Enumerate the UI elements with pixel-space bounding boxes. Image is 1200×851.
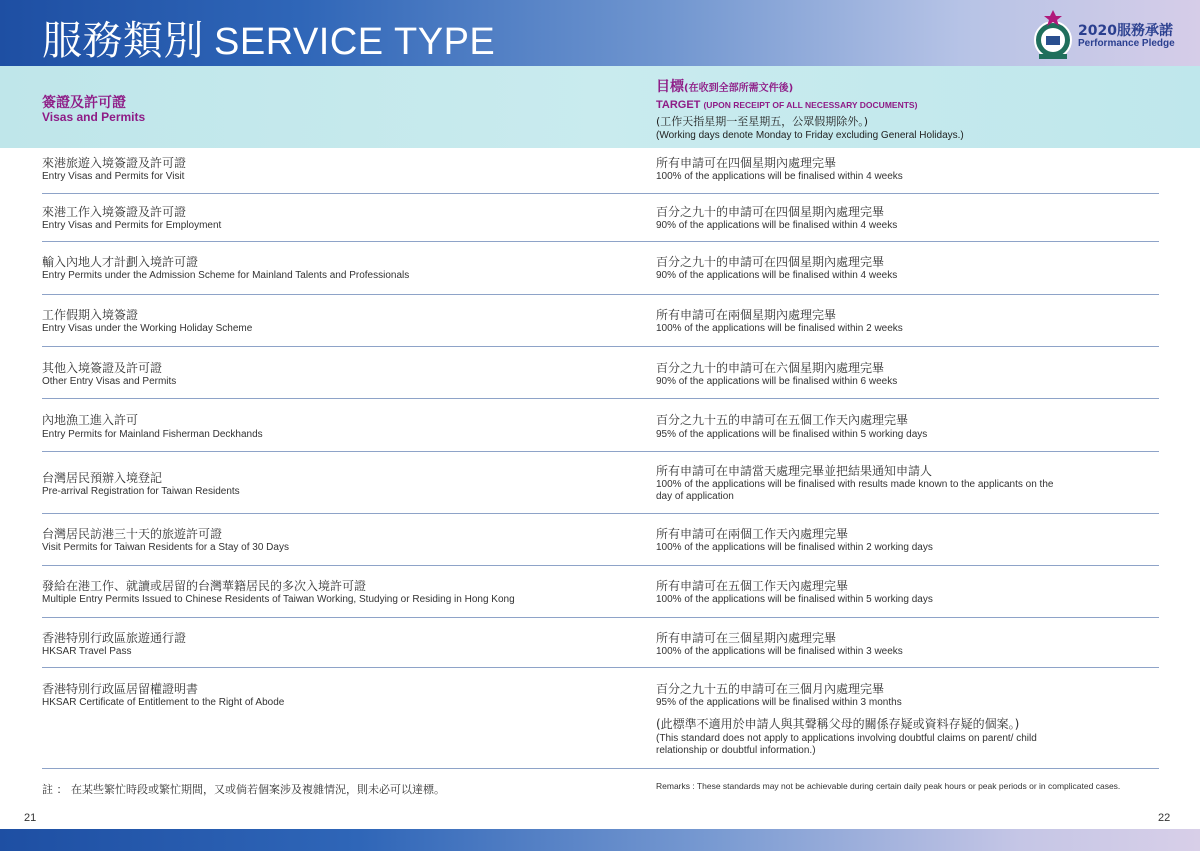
service-name-en: HKSAR Travel Pass	[42, 646, 132, 657]
target-en: 100% of the applications will be finalised within 5 working days	[656, 594, 933, 605]
service-name-zh: 香港特別行政區旅遊通行證	[42, 631, 187, 645]
row-divider	[42, 241, 1159, 242]
target-en: 100% of the applications will be finalised within 2 working days	[656, 542, 933, 553]
target-zh: 百分之九十的申請可在四個星期內處理完畢	[656, 255, 885, 269]
service-name-en: Other Entry Visas and Permits	[42, 376, 177, 387]
title-banner	[0, 0, 1200, 66]
target-zh: 所有申請可在四個星期內處理完畢	[656, 156, 837, 170]
service-name-zh: 台灣居民預辦入境登記	[42, 471, 163, 485]
target-heading-zh-note: (在收到全部所需文件後)	[684, 83, 794, 94]
service-name-en: HKSAR Certificate of Entitlement to the Right of Abode	[42, 697, 285, 708]
service-name-zh: 來港工作入境簽證及許可證	[42, 205, 187, 219]
remarks-zh: 註 ： 在某些繁忙時段或繁忙期間，又或倘若個案涉及複雜情況，則未必可以達標。	[42, 783, 445, 796]
row-divider	[42, 667, 1159, 668]
target-zh: 百分之九十的申請可在四個星期內處理完畢	[656, 205, 885, 219]
category-heading-zh: 簽證及許可證	[42, 95, 126, 111]
target-en: 95% of the applications will be finalised within 3 months	[656, 697, 902, 708]
page-title-en: SERVICE TYPE	[214, 21, 496, 63]
target-zh: 所有申請可在三個星期內處理完畢	[656, 631, 837, 645]
target-en: 90% of the applications will be finalised within 4 weeks	[656, 220, 898, 231]
exception-note-en: (This standard does not apply to applications involving doubtful claims on parent/ child relationship or doubtful information.)	[656, 733, 1037, 756]
target-en: 95% of the applications will be finalised within 5 working days	[656, 429, 928, 440]
row-divider	[42, 617, 1159, 618]
target-zh: 百分之九十的申請可在六個星期內處理完畢	[656, 361, 885, 375]
target-en: 100% of the applications will be finalised within 4 weeks	[656, 171, 903, 182]
target-zh: 所有申請可在五個工作天內處理完畢	[656, 579, 849, 593]
target-en: 100% of the applications will be finalised within 2 weeks	[656, 323, 903, 334]
target-heading	[656, 78, 964, 142]
row-divider	[42, 513, 1159, 514]
target-zh: 所有申請可在申請當天處理完畢並把結果通知申請人	[656, 464, 933, 478]
target-en: 100% of the applications will be finalised with results made known to the applicants on the day of application	[656, 479, 1054, 502]
service-name-en: Entry Permits for Mainland Fisherman Deckhands	[42, 429, 263, 440]
service-name-en: Pre-arrival Registration for Taiwan Residents	[42, 486, 240, 497]
target-zh: 所有申請可在兩個工作天內處理完畢	[656, 527, 849, 541]
row-divider	[42, 398, 1159, 399]
target-en: 90% of the applications will be finalised within 6 weeks	[656, 376, 898, 387]
service-name-en: Multiple Entry Permits Issued to Chinese Residents of Taiwan Working, Studying or Residing in Hong Kong	[42, 594, 515, 605]
service-name-zh: 輸入內地人才計劃入境許可證	[42, 255, 199, 269]
target-zh: 百分之九十五的申請可在三個月內處理完畢	[656, 682, 885, 696]
target-en: 90% of the applications will be finalised within 4 weeks	[656, 270, 898, 281]
service-name-en: Entry Visas under the Working Holiday Scheme	[42, 323, 253, 334]
row-divider	[42, 768, 1159, 769]
service-name-en: Visit Permits for Taiwan Residents for a Stay of 30 Days	[42, 542, 289, 553]
row-divider	[42, 294, 1159, 295]
exception-note-zh: (此標準不適用於申請人與其聲稱父母的關係存疑或資料存疑的個案。)	[656, 717, 1020, 731]
service-name-zh: 發給在港工作、就讀或居留的台灣華籍居民的多次入境許可證	[42, 579, 367, 593]
immigration-emblem-icon	[1030, 8, 1076, 60]
row-divider	[42, 193, 1159, 194]
category-heading-en: Visas and Permits	[42, 110, 146, 124]
target-en: 100% of the applications will be finalised within 3 weeks	[656, 646, 903, 657]
footer-band	[0, 829, 1200, 851]
service-name-zh: 來港旅遊入境簽證及許可證	[42, 156, 187, 170]
target-heading-en-note: (UPON RECEIPT OF ALL NECESSARY DOCUMENTS)	[703, 100, 918, 110]
page-number-right: 22	[1158, 812, 1171, 824]
service-name-en: Entry Visas and Permits for Employment	[42, 220, 222, 231]
row-divider	[42, 451, 1159, 452]
pledge-zh: 2020服務承諾	[1078, 23, 1173, 39]
remarks-en: Remarks : These standards may not be achievable during certain daily peak hours or peak periods or in complicated cases.	[656, 781, 1121, 791]
working-days-note-zh: (工作天指星期一至星期五，公眾假期除外。)	[656, 115, 869, 128]
pledge-en: Performance Pledge	[1078, 38, 1175, 49]
row-divider	[42, 346, 1159, 347]
target-heading-zh: 目標	[656, 79, 684, 95]
working-days-note-en: (Working days denote Monday to Friday excluding General Holidays.)	[656, 130, 964, 141]
service-name-zh: 工作假期入境簽證	[42, 308, 139, 322]
target-zh: 所有申請可在兩個星期內處理完畢	[656, 308, 837, 322]
page-number-left: 21	[24, 812, 37, 824]
page-title-zh: 服務類別	[42, 18, 204, 64]
service-name-zh: 香港特別行政區居留權證明書	[42, 682, 199, 696]
service-name-en: Entry Visas and Permits for Visit	[42, 171, 185, 182]
performance-pledge-badge	[1078, 24, 1175, 50]
row-divider	[42, 565, 1159, 566]
table-header	[0, 66, 1200, 148]
service-name-en: Entry Permits under the Admission Scheme for Mainland Talents and Professionals	[42, 270, 410, 281]
page-title	[42, 9, 495, 66]
target-zh: 百分之九十五的申請可在五個工作天內處理完畢	[656, 413, 909, 427]
service-name-zh: 台灣居民訪港三十天的旅遊許可證	[42, 527, 223, 541]
service-name-zh: 內地漁工進入許可	[42, 413, 139, 427]
service-name-zh: 其他入境簽證及許可證	[42, 361, 163, 375]
target-heading-en: TARGET	[656, 99, 701, 111]
